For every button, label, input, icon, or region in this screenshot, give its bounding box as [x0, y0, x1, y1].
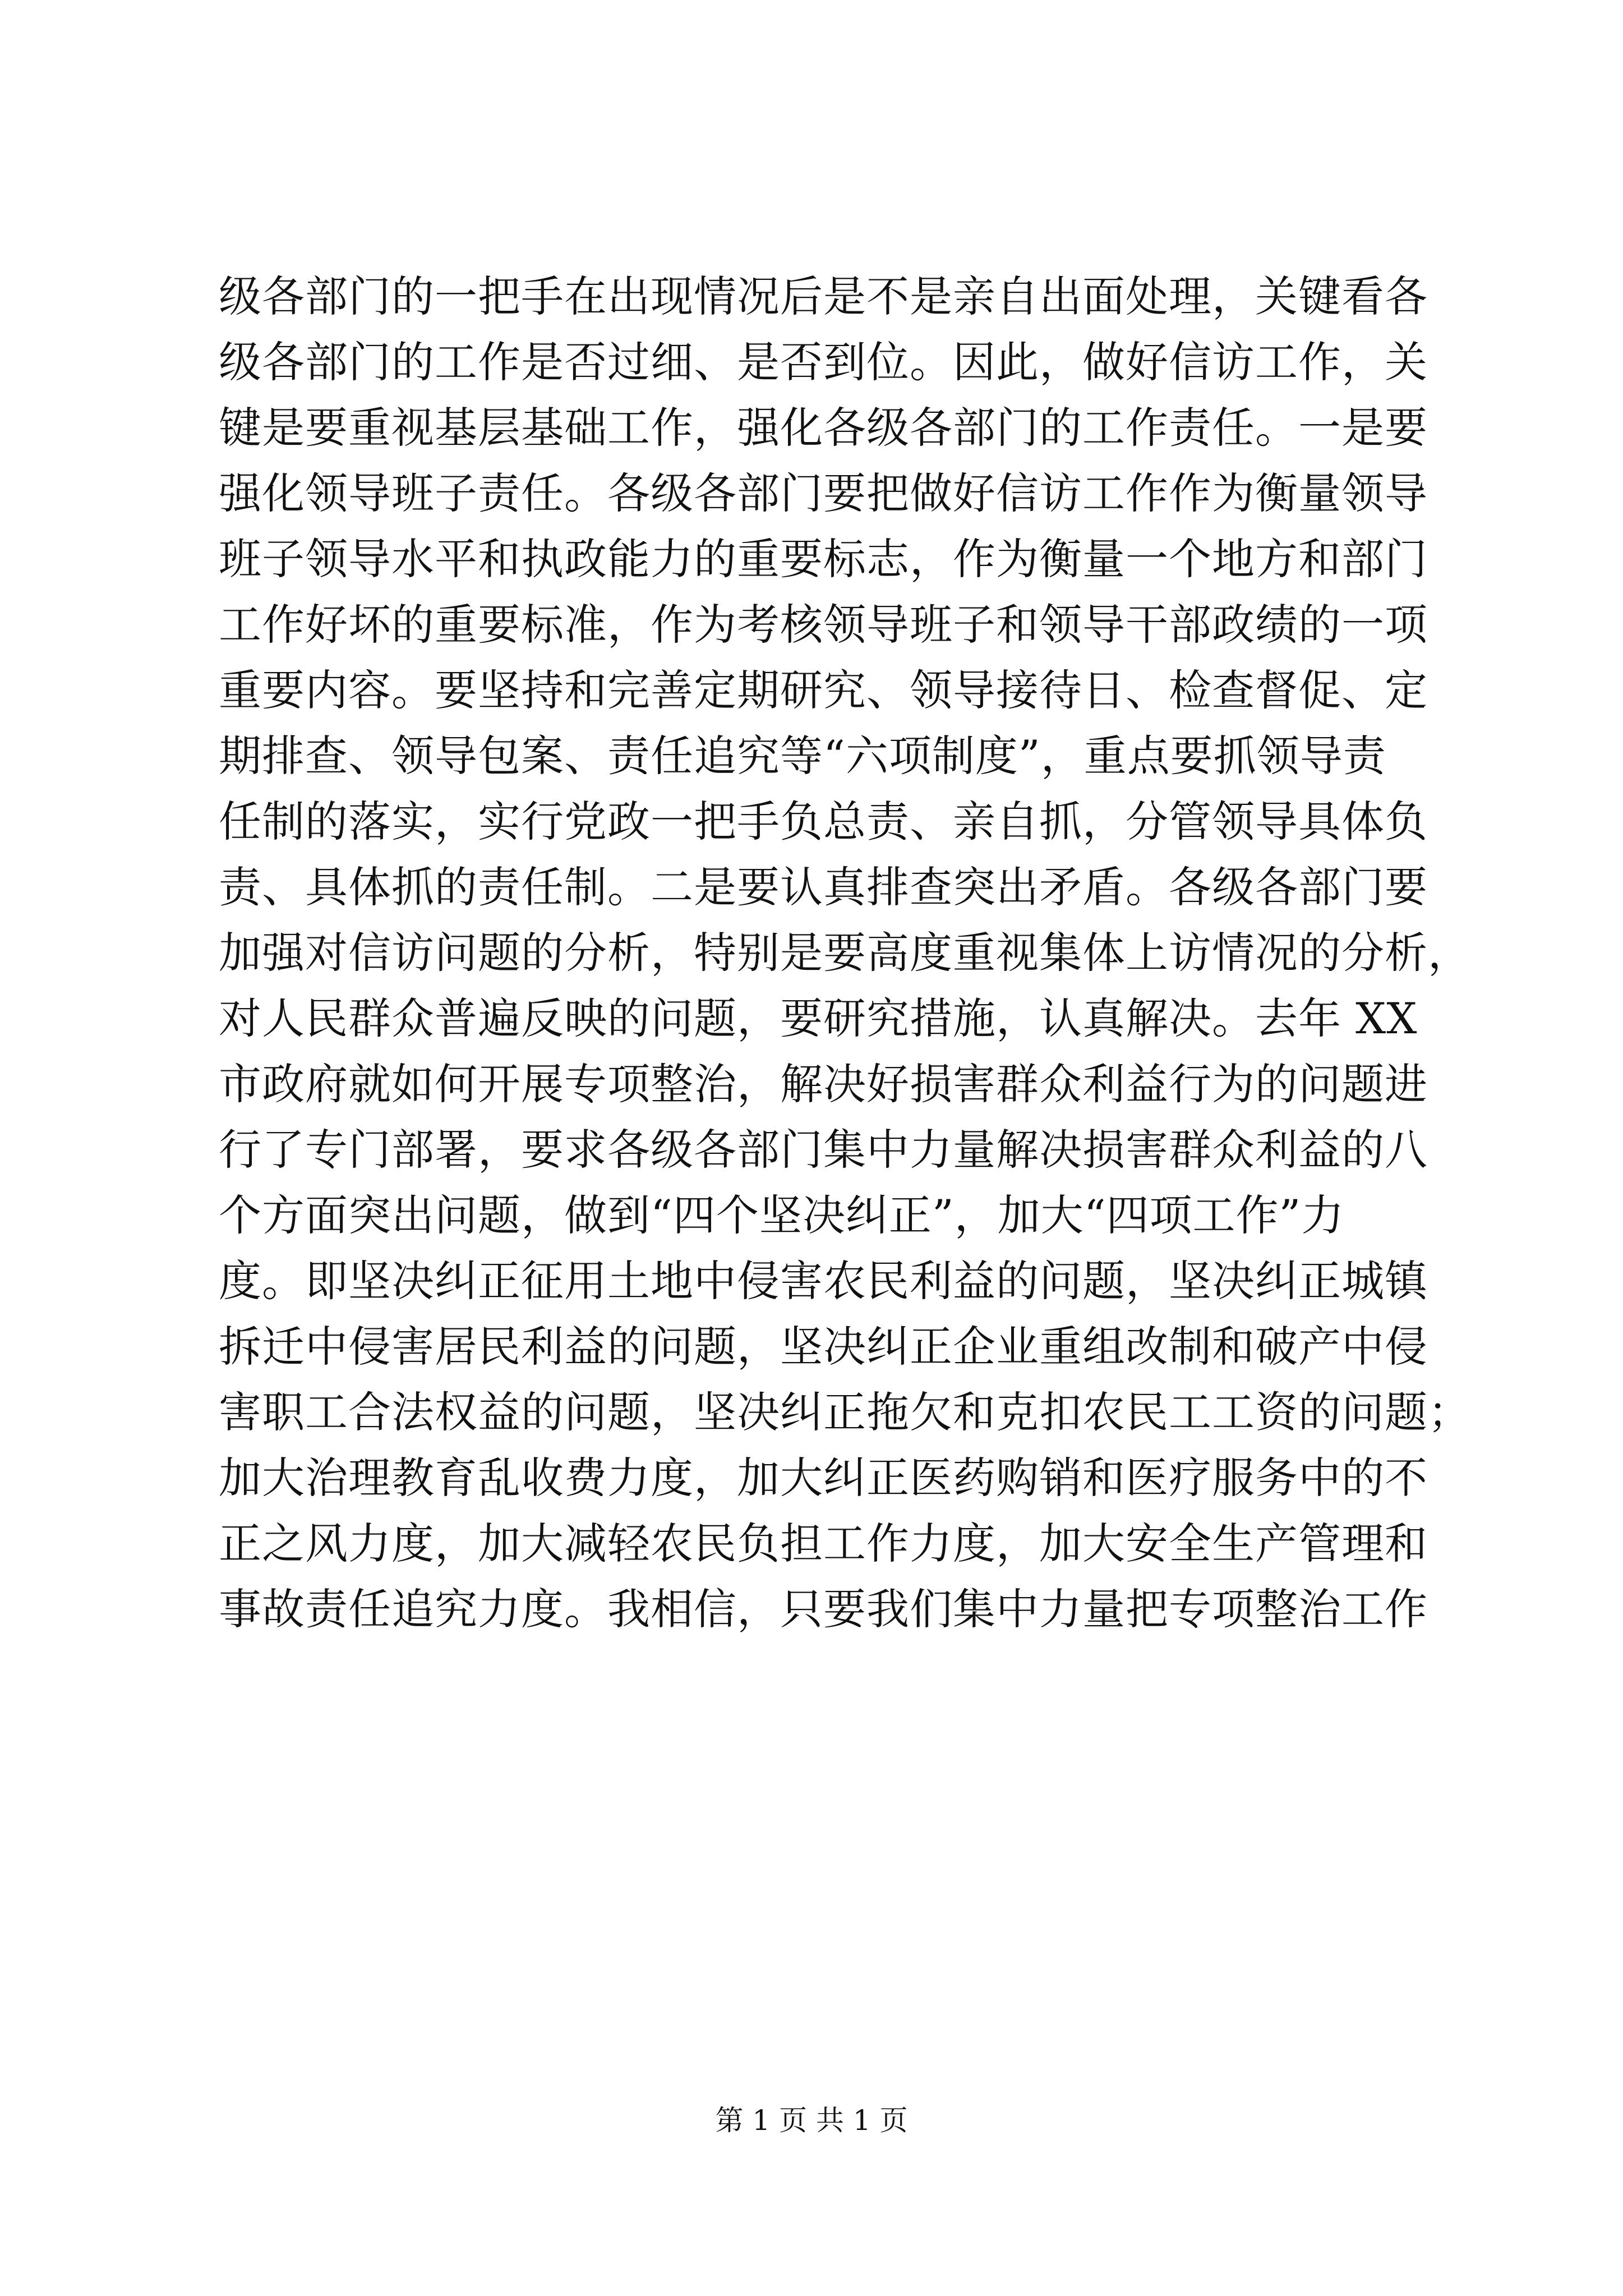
text-line: 市政府就如何开展专项整治，解决好损害群众利益行为的问题进: [219, 1059, 1428, 1109]
text-line: 拆迁中侵害居民利益的问题，坚决纠正企业重组改制和破产中侵: [219, 1322, 1428, 1372]
text-line: 加大治理教育乱收费力度，加大纠正医药购销和医疗服务中的不: [219, 1453, 1428, 1503]
text-line: 重要内容。要坚持和完善定期研究、领导接待日、检查督促、定: [219, 665, 1428, 715]
page-footer: 第 1 页 共 1 页: [715, 2104, 908, 2137]
text-line: 强化领导班子责任。各级各部门要把做好信访工作作为衡量领导: [219, 468, 1428, 518]
text-line: 级各部门的一把手在出现情况后是不是亲自出面处理，关键看各: [219, 272, 1428, 321]
text-line: 对人民群众普遍反映的问题，要研究措施，认真解决。去年 XX: [219, 993, 1418, 1043]
text-line: 期排查、领导包案、责任追究等“六项制度”，重点要抓领导责: [219, 731, 1386, 781]
text-line: 害职工合法权益的问题，坚决纠正拖欠和克扣农民工工资的问题；: [219, 1387, 1471, 1437]
text-line: 班子领导水平和执政能力的重要标志，作为衡量一个地方和部门: [219, 534, 1428, 584]
text-line: 事故责任追究力度。我相信，只要我们集中力量把专项整治工作: [219, 1584, 1428, 1634]
text-line: 工作好坏的重要标准，作为考核领导班子和领导干部政绩的一项: [219, 600, 1428, 650]
text-line: 度。即坚决纠正征用土地中侵害农民利益的问题，坚决纠正城镇: [219, 1256, 1428, 1306]
text-line: 级各部门的工作是否过细、是否到位。因此，做好信访工作，关: [219, 337, 1428, 387]
text-line: 行了专门部署，要求各级各部门集中力量解决损害群众利益的八: [219, 1125, 1428, 1175]
body-text: [219, 264, 1471, 1642]
text-line: 加强对信访问题的分析，特别是要高度重视集体上访情况的分析，: [219, 928, 1471, 978]
text-line: 责、具体抓的责任制。二是要认真排查突出矛盾。各级各部门要: [219, 862, 1428, 912]
text-line: 个方面突出问题，做到“四个坚决纠正”，加大“四项工作”力: [219, 1190, 1345, 1240]
text-line: 正之风力度，加大减轻农民负担工作力度，加大安全生产管理和: [219, 1519, 1428, 1568]
text-line: 键是要重视基层基础工作，强化各级各部门的工作责任。一是要: [219, 403, 1428, 453]
text-line: 任制的落实，实行党政一把手负总责、亲自抓，分管领导具体负: [219, 797, 1428, 846]
